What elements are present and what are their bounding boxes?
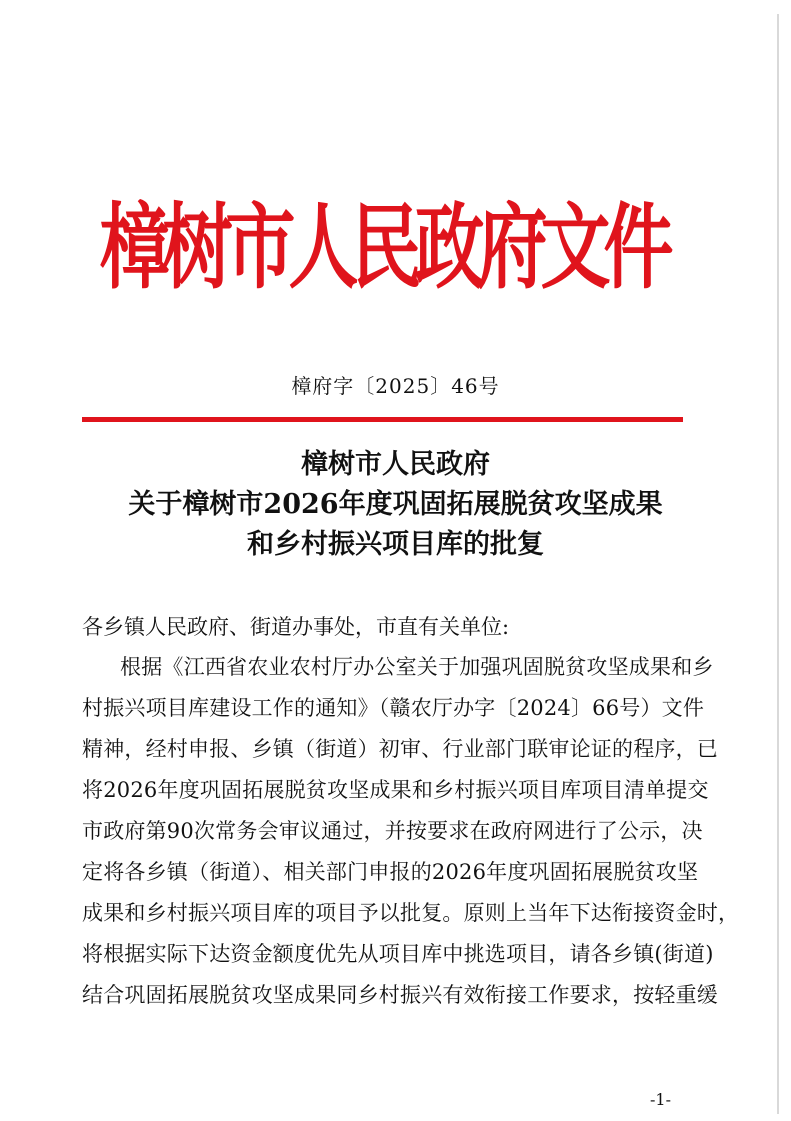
body-line-1: 根据《江西省农业农村厅办公室关于加强巩固脱贫攻坚成果和乡 (120, 655, 714, 679)
title-line-2: 关于樟树市2026年度巩固拓展脱贫攻坚成果 (128, 489, 663, 520)
agency-header-title: 樟树市人民政府文件 (99, 192, 667, 303)
body-line-5: 市政府第90次常务会审议通过，并按要求在政府网进行了公示，决 (82, 819, 703, 843)
document-number: 樟府字〔2025〕46号 (291, 374, 500, 398)
body-line-4: 将2026年度巩固拓展脱贫攻坚成果和乡村振兴项目库项目清单提交 (82, 778, 709, 802)
body-line-6: 定将各乡镇（街道）、相关部门申报的2026年度巩固拓展脱贫攻坚 (82, 860, 699, 884)
body-line-9: 结合巩固拓展脱贫攻坚成果同乡村振兴有效衔接工作要求，按轻重缓 (82, 983, 718, 1007)
body-paragraph (82, 647, 740, 1016)
page-number: -1- (650, 1090, 671, 1109)
red-divider-line (82, 417, 683, 422)
body-line-2: 村振兴项目库建设工作的通知》（赣农厅办字〔2024〕66号）文件 (82, 696, 705, 720)
document-title (0, 445, 791, 565)
body-line-3: 精神，经村申报、乡镇（街道）初审、行业部门联审论证的程序，已 (82, 737, 718, 761)
title-line-3: 和乡村振兴项目库的批复 (247, 529, 544, 560)
recipient-line: 各乡镇人民政府、街道办事处，市直有关单位: (82, 615, 510, 639)
title-line-1: 樟树市人民政府 (301, 449, 490, 480)
body-line-7: 成果和乡村振兴项目库的项目予以批复。原则上当年下达衔接资金时， (82, 901, 740, 925)
body-line-8: 将根据实际下达资金额度优先从项目库中挑选项目，请各乡镇(街道) (82, 942, 714, 966)
